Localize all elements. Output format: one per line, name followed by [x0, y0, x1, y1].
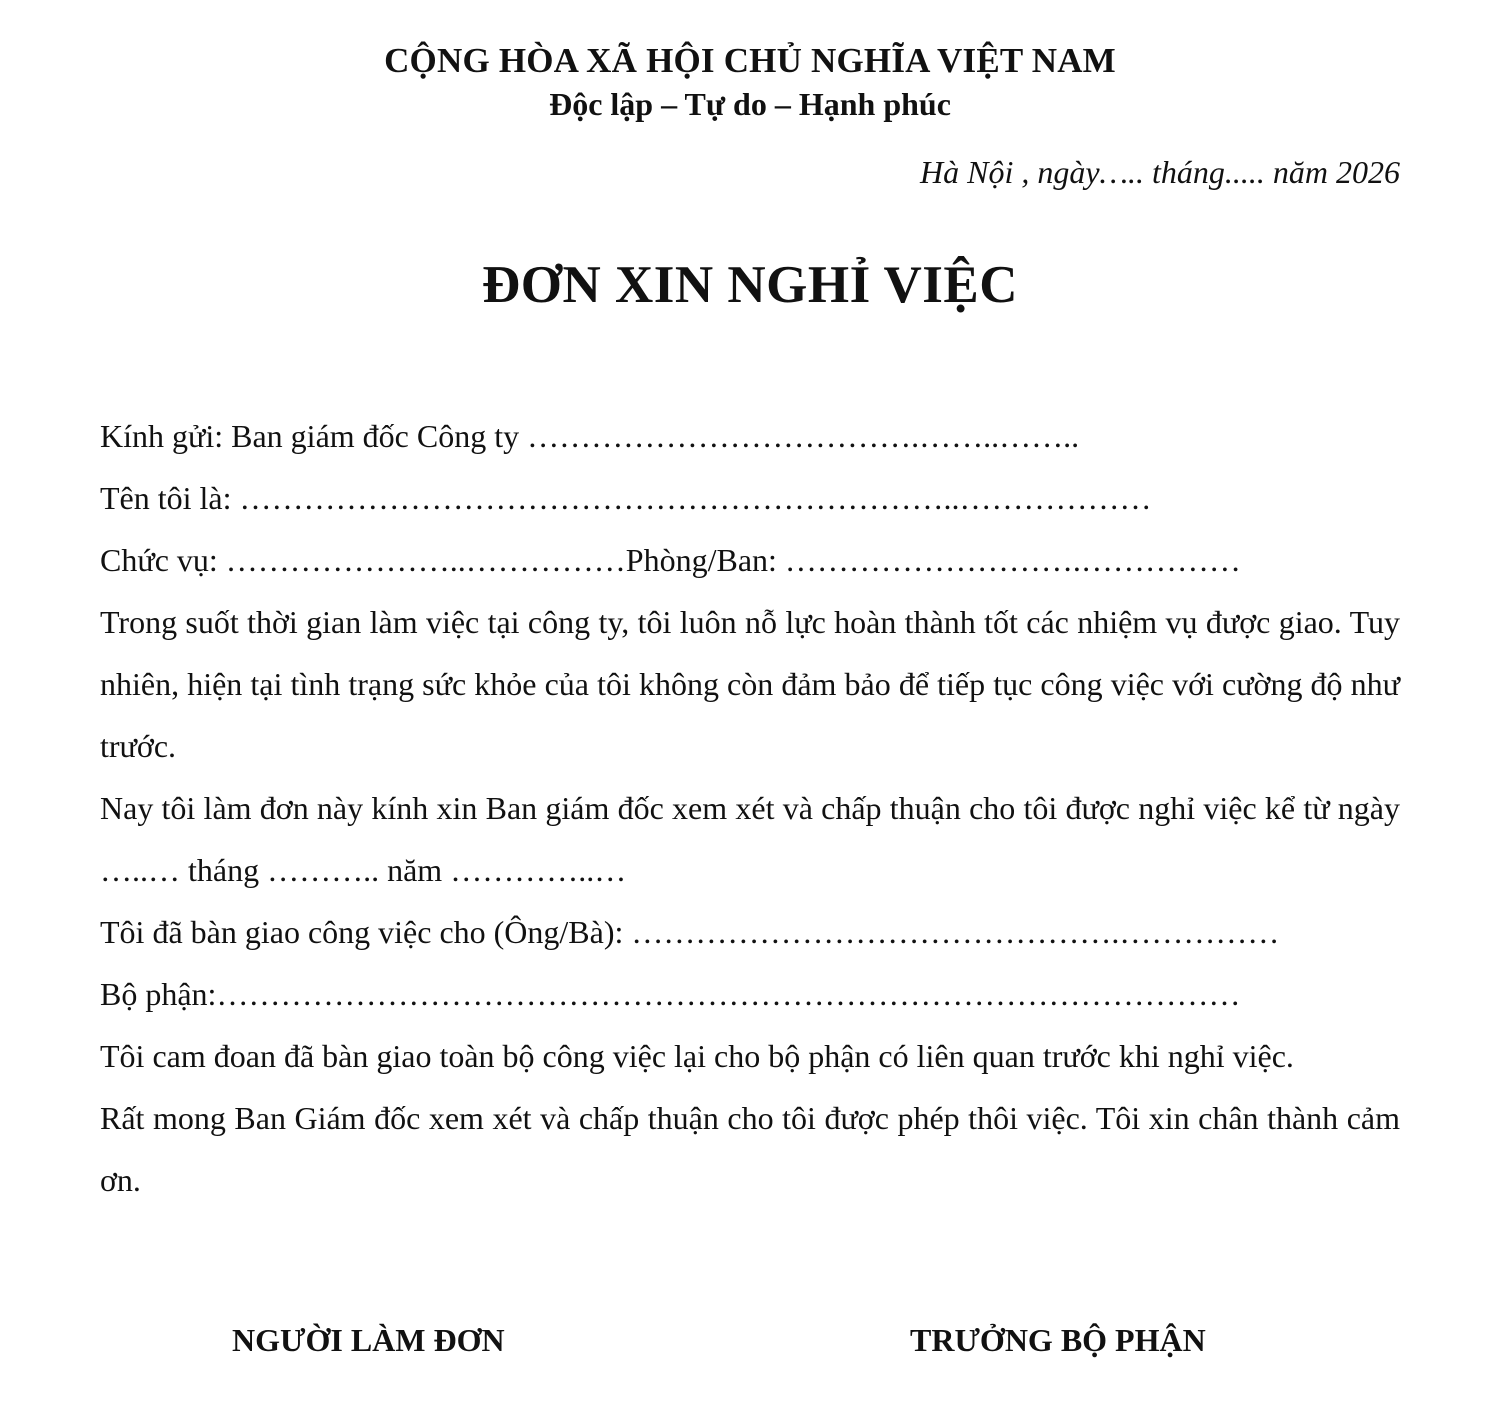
- paragraph-commitment: Tôi cam đoan đã bàn giao toàn bộ công việc lại cho bộ phận có liên quan trước khi nghỉ việc.: [100, 1038, 1294, 1074]
- paragraph-closing: Rất mong Ban Giám đốc xem xét và chấp thuận cho tôi được phép thôi việc. Tôi xin chân thành cảm ơn.: [100, 1100, 1400, 1198]
- national-motto: Độc lập – Tự do – Hạnh phúc: [549, 86, 951, 122]
- place-date-line: Hà Nội , ngày….. tháng..... năm 2026: [920, 154, 1400, 190]
- department-line: Bộ phận:……………………………………………………………………………………: [100, 976, 1241, 1012]
- paragraph-request: Nay tôi làm đơn này kính xin Ban giám đốc xem xét và chấp thuận cho tôi được nghỉ việc kể từ ngày …..… tháng ……….. năm …………..…: [100, 790, 1400, 888]
- document-body: [100, 405, 1400, 1211]
- handover-line: Tôi đã bàn giao công việc cho (Ông/Bà): ……………………………………….……………: [100, 914, 1280, 950]
- applicant-signature-label: NGƯỜI LÀM ĐƠN: [232, 1322, 505, 1358]
- nation-name: CỘNG HÒA XÃ HỘI CHỦ NGHĨA VIỆT NAM: [384, 41, 1116, 80]
- recipient-line: Kính gửi: Ban giám đốc Công ty ……………………………….……..……..: [100, 418, 1080, 454]
- department-head-signature-label: TRƯỞNG BỘ PHẬN: [910, 1322, 1206, 1358]
- document-title: ĐƠN XIN NGHỈ VIỆC: [481, 256, 1019, 314]
- name-line: Tên tôi là: …………………………………………………………..………………: [100, 480, 1152, 516]
- paragraph-reason: Trong suốt thời gian làm việc tại công ty, tôi luôn nỗ lực hoàn thành tốt các nhiệm vụ được giao. Tuy nhiên, hiện tại tình trạng sức khỏe của tôi không còn đảm bảo để tiếp tục công việc với cường độ như trước.: [100, 604, 1400, 764]
- national-header: [0, 38, 1500, 124]
- position-department-line: Chức vụ: …………………..……………Phòng/Ban: ……………………….……………: [100, 542, 1241, 578]
